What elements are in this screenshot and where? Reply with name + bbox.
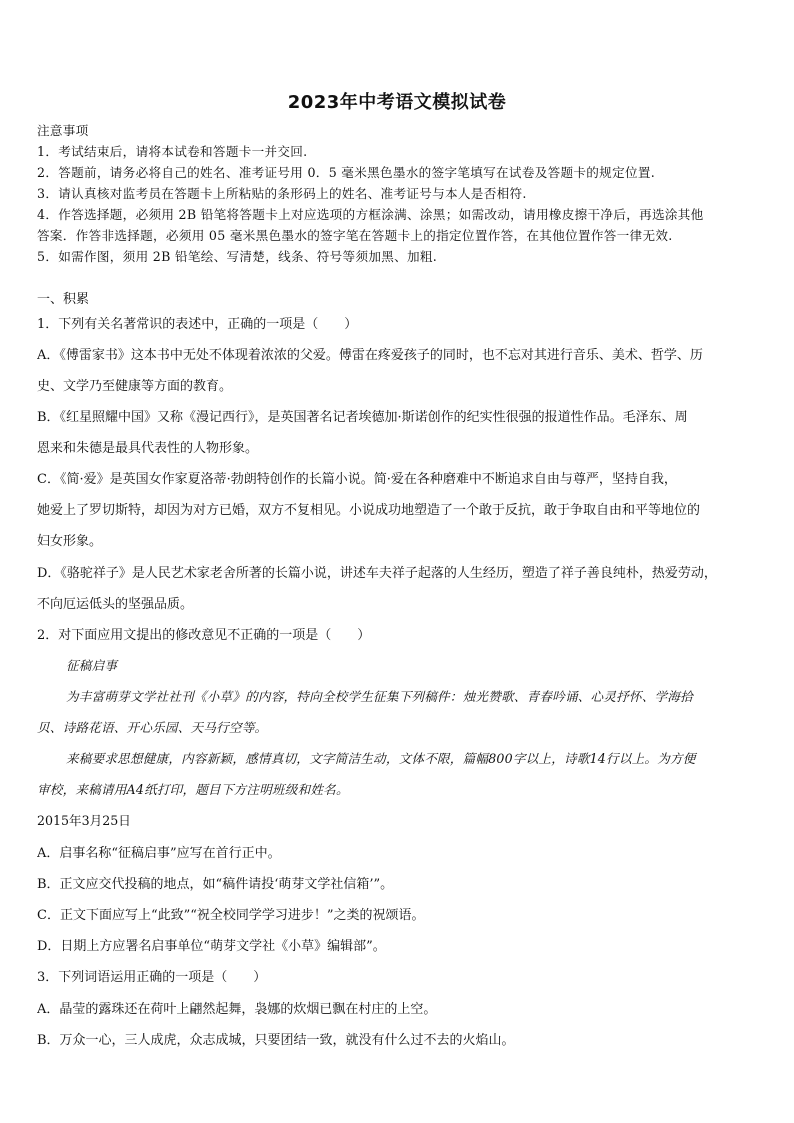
notice-line: 4．作答选择题，必须用 2B 铅笔将答题卡上对应选项的方框涂满、涂黑；如需改动，请用橡皮擦干净后，再选涂其他 bbox=[37, 207, 704, 222]
notice-date: 2015年3月25日 bbox=[37, 813, 131, 828]
option-a: A．启事名称“征稿启事”应写在首行正中。 bbox=[37, 846, 281, 861]
option-a: A．《傅雷家书》这本书中无处不体现着浓浓的父爱。傅雷在疼爱孩子的同时，也不忘对其进行音乐、美术、哲学、历 bbox=[37, 348, 703, 363]
option-a-cont: 史、文学乃至健康等方面的教育。 bbox=[37, 379, 233, 394]
notice-line: 1．考试结束后，请将本试卷和答题卡一并交回. bbox=[37, 144, 308, 159]
notice-paragraph: 为丰富萌芽文学社社刊《小草》的内容，特向全校学生征集下列稿件：烛光赞歌、青春吟诵、心灵抒怀、学海拾 bbox=[66, 689, 693, 704]
page-title: 2023年中考语文模拟试卷 bbox=[287, 92, 507, 113]
notice-heading: 注意事项 bbox=[37, 123, 89, 138]
notice-line: 答案．作答非选择题，必须用 05 毫米黑色墨水的签字笔在答题卡上的指定位置作答，在其他位置作答一律无效. bbox=[37, 228, 673, 243]
option-b: B．正文应交代投稿的地点，如“稿件请投‘萌芽文学社信箱’”。 bbox=[37, 877, 394, 892]
option-b: B．万众一心，三人成虎，众志成城，只要团结一致，就没有什么过不去的火焰山。 bbox=[37, 1033, 515, 1048]
notice-paragraph-cont: 审校，来稿请用A4纸打印，题目下方注明班级和姓名。 bbox=[37, 782, 349, 797]
option-d: D．日期上方应署名启事单位“萌芽文学社《小草》编辑部”。 bbox=[37, 939, 386, 954]
option-a: A．晶莹的露珠还在荷叶上翩然起舞，袅娜的炊烟已飘在村庄的上空。 bbox=[37, 1002, 437, 1017]
option-b: B．《红星照耀中国》又称《漫记西行》，是英国著名记者埃德加·斯诺创作的纪实性很强的报道性作品。毛泽东、周 bbox=[37, 410, 688, 425]
option-d-cont: 不向厄运低头的坚强品质。 bbox=[37, 597, 194, 612]
option-c: C．《简·爱》是英国女作家夏洛蒂·勃朗特创作的长篇小说。简·爱在各种磨难中不断追求自由与尊严，坚持自我， bbox=[37, 472, 677, 487]
question-stem: 1．下列有关名著常识的表述中，正确的一项是（ ） bbox=[37, 317, 358, 332]
question-stem: 3．下列词语运用正确的一项是（ ） bbox=[37, 970, 267, 985]
notice-line: 2．答题前，请务必将自己的姓名、准考证号用 0．5 毫米黑色墨水的签字笔填写在试卷及答题卡的规定位置. bbox=[37, 165, 656, 180]
option-d: D．《骆驼祥子》是人民艺术家老舍所著的长篇小说，讲述车夫祥子起落的人生经历，塑造了祥子善良纯朴，热爱劳动， bbox=[37, 566, 717, 581]
notice-title: 征稿启事 bbox=[66, 658, 118, 673]
notice-paragraph: 来稿要求思想健康，内容新颖，感情真切，文字简洁生动，文体不限，篇幅800字以上，诗歌14行以上。为方便 bbox=[66, 751, 696, 766]
question-stem: 2．对下面应用文提出的修改意见不正确的一项是（ ） bbox=[37, 628, 371, 643]
option-c-cont: 妇女形象。 bbox=[37, 534, 103, 549]
option-b-cont: 恩来和朱德是最具代表性的人物形象。 bbox=[37, 441, 259, 456]
option-c: C．正文下面应写上“此致”“祝全校同学学习进步！”之类的祝颂语。 bbox=[37, 908, 425, 923]
section-heading: 一、积累 bbox=[37, 292, 90, 307]
option-c-cont: 她爱上了罗切斯特，却因为对方已婚，双方不复相见。小说成功地塑造了一个敢于反抗，敢于争取自由和平等地位的 bbox=[37, 503, 701, 518]
notice-line: 3．请认真核对监考员在答题卡上所粘贴的条形码上的姓名、准考证号与本人是否相符. bbox=[37, 186, 527, 201]
notice-paragraph-cont: 贝、诗路花语、开心乐园、天马行空等。 bbox=[37, 720, 268, 735]
notice-line: 5．如需作图，须用 2B 铅笔绘、写清楚，线条、符号等须加黑、加粗. bbox=[37, 249, 438, 264]
